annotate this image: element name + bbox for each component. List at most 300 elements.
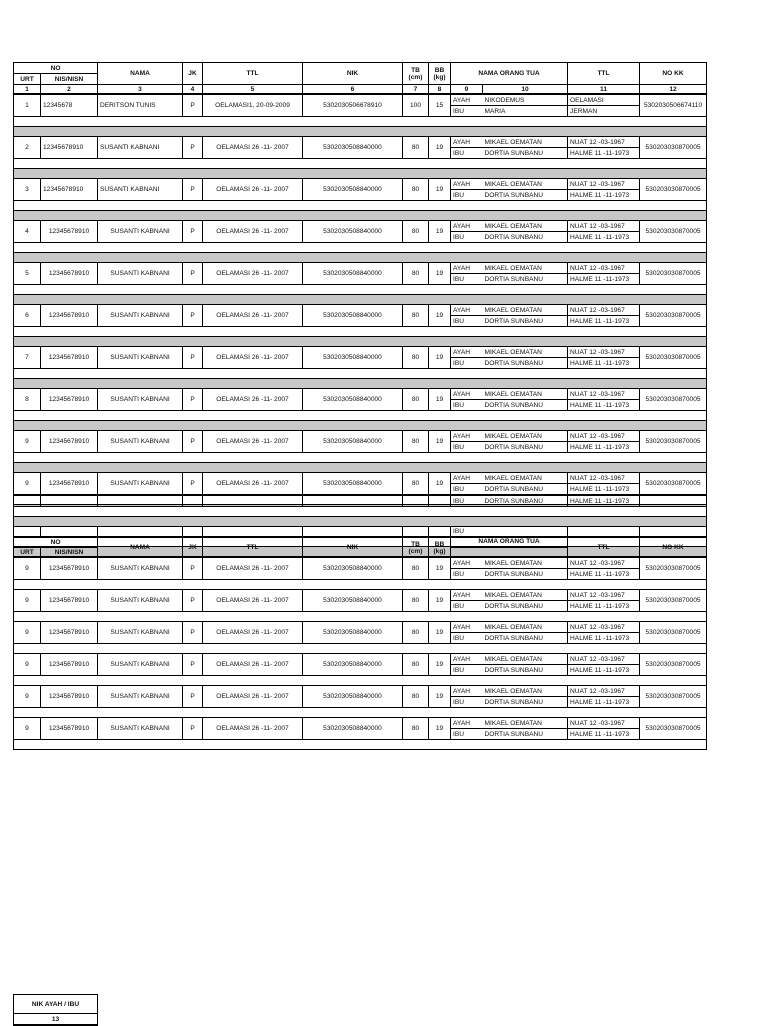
blank-row <box>14 201 707 211</box>
ibu-ttl: HALME 11 -11-1973 <box>568 316 640 327</box>
cell-ttl: OELAMASI 26 -11- 2007 <box>203 654 303 676</box>
ayah-label: AYAH <box>451 686 483 697</box>
blank-row <box>14 369 707 379</box>
ayah-ttl: NUAT 12 -03-1967 <box>568 221 640 232</box>
cell-nis: 12345678910 <box>41 305 98 327</box>
fragment-table <box>13 495 707 527</box>
ibu-label: IBU <box>451 665 483 676</box>
cell-nis: 12345678910 <box>41 558 98 580</box>
cell-nik: 5302030508840000 <box>303 622 403 644</box>
ayah-name: MIKAEL OEMATAN <box>483 654 568 665</box>
cell-bb: 19 <box>429 347 451 369</box>
cell-urt: 7 <box>14 347 41 369</box>
cell-urt: 3 <box>14 179 41 201</box>
ibu-label: IBU <box>451 496 483 507</box>
ibu-name: DORTIA SUNBANU <box>483 601 568 612</box>
cell-tb: 80 <box>403 263 429 285</box>
ibu-label: IBU <box>451 232 483 243</box>
cell-jk: P <box>183 221 203 243</box>
col-nokk: NO KK <box>640 63 707 85</box>
ayah-label: AYAH <box>451 431 483 442</box>
cell-jk: P <box>183 263 203 285</box>
student-row <box>14 389 707 400</box>
ayah-name: MIKAEL OEMATAN <box>483 389 568 400</box>
cell-nama: SUSANTI KABNANI <box>98 558 183 580</box>
cell-tb: 80 <box>403 473 429 495</box>
ibu-ttl: HALME 11 -11-1973 <box>568 358 640 369</box>
ayah-label: AYAH <box>451 347 483 358</box>
col-num: 4 <box>183 85 203 95</box>
cell-jk: P <box>183 590 203 612</box>
cell-nik: 5302030508840000 <box>303 263 403 285</box>
cell-nama: SUSANTI KABNANI <box>98 305 183 327</box>
col-no: NO <box>14 538 98 548</box>
ayah-name: NIKODEMUS <box>483 94 568 106</box>
student-table-page-1 <box>13 62 707 557</box>
cell-ttl: OELAMASI 26 -11- 2007 <box>203 558 303 580</box>
cell-nik: 5302030508840000 <box>303 590 403 612</box>
cell-bb: 19 <box>429 473 451 495</box>
blank-row <box>14 327 707 337</box>
page-1-rows <box>14 94 707 557</box>
ibu-name: MARIA <box>483 106 568 117</box>
student-row <box>14 137 707 148</box>
cell-nokk: 530203030870005 <box>640 622 707 644</box>
ayah-ttl: OELAMASI <box>568 94 640 106</box>
ibu-label: IBU <box>451 484 483 495</box>
cell-nis: 12345678910 <box>41 654 98 676</box>
col-nis: NIS/NISN <box>41 74 98 85</box>
ibu-name: DORTIA SUNBANU <box>483 232 568 243</box>
col-num: 8 <box>429 85 451 95</box>
cell-nik: 5302030508840000 <box>303 431 403 453</box>
ayah-ttl: NUAT 12 -03-1967 <box>568 347 640 358</box>
cell-bb: 19 <box>429 431 451 453</box>
ibu-label: IBU <box>451 148 483 159</box>
cell-urt: 6 <box>14 305 41 327</box>
ibu-name: DORTIA SUNBANU <box>483 316 568 327</box>
ayah-name: MIKAEL OEMATAN <box>483 179 568 190</box>
col-jk: JK <box>183 63 203 85</box>
cell-ttl: OELAMASI 26 -11- 2007 <box>203 718 303 740</box>
cell-nis: 12345678910 <box>41 473 98 495</box>
cell-nama: SUSANTI KABNANI <box>98 473 183 495</box>
ibu-label: IBU <box>451 106 483 117</box>
header-row <box>14 538 707 548</box>
cell-jk: P <box>183 654 203 676</box>
cell-nokk: 530203030870005 <box>640 431 707 453</box>
ibu-ttl: HALME 11 -11-1973 <box>568 442 640 453</box>
cell-ttl: OELAMASI 26 -11- 2007 <box>203 347 303 369</box>
cell-jk: P <box>183 305 203 327</box>
ayah-ttl: NUAT 12 -03-1967 <box>568 686 640 697</box>
cell-nik: 5302030508840000 <box>303 305 403 327</box>
student-row <box>14 431 707 442</box>
cell-nokk: 530203030870005 <box>640 558 707 580</box>
cell-tb: 80 <box>403 686 429 708</box>
cell-nis: 12345678910 <box>41 137 98 159</box>
cell-bb: 19 <box>429 263 451 285</box>
cell-bb: 19 <box>429 389 451 411</box>
col-num: 12 <box>640 85 707 95</box>
cell-urt: 9 <box>14 718 41 740</box>
cell-tb: 80 <box>403 718 429 740</box>
col-orang-tua: NAMA ORANG TUA <box>451 538 568 548</box>
fragment-row <box>14 496 707 507</box>
col-ttl-ortu: TTL <box>568 538 640 558</box>
student-row <box>14 94 707 106</box>
cell-nis: 12345678910 <box>41 263 98 285</box>
ibu-name: DORTIA SUNBANU <box>483 665 568 676</box>
separator-row <box>14 211 707 221</box>
ayah-label: AYAH <box>451 558 483 569</box>
blank-row <box>14 159 707 169</box>
col-urt: URT <box>14 548 41 558</box>
ibu-name: DORTIA SUNBANU <box>483 569 568 580</box>
cell-nokk: 530203030870005 <box>640 221 707 243</box>
cell-nis: 12345678910 <box>41 590 98 612</box>
ibu-name: DORTIA SUNBANU <box>483 148 568 159</box>
cell-nokk: 530203030870005 <box>640 590 707 612</box>
cell-nama: SUSANTI KABNANI <box>98 654 183 676</box>
col-nama: NAMA <box>98 538 183 558</box>
cell-bb: 19 <box>429 558 451 580</box>
cell-jk: P <box>183 686 203 708</box>
ibu-ttl: HALME 11 -11-1973 <box>568 601 640 612</box>
cell-nokk: 530203030870005 <box>640 137 707 159</box>
cell-ttl: OELAMASI1, 20-09-2009 <box>203 94 303 117</box>
cell-tb: 80 <box>403 654 429 676</box>
ayah-label: AYAH <box>451 221 483 232</box>
ibu-label: IBU <box>451 274 483 285</box>
cell-bb: 19 <box>429 221 451 243</box>
column-number-row <box>14 85 707 95</box>
cell-jk: P <box>183 94 203 117</box>
col-num: 13 <box>14 1014 98 1026</box>
ayah-ttl: NUAT 12 -03-1967 <box>568 558 640 569</box>
cell-nis: 12345678910 <box>41 622 98 644</box>
ibu-label: IBU <box>451 601 483 612</box>
ibu-ttl: JERMAN <box>568 106 640 117</box>
cell-urt: 9 <box>14 686 41 708</box>
ayah-name: MIKAEL OEMATAN <box>483 305 568 316</box>
cell-tb: 80 <box>403 221 429 243</box>
separator-row <box>14 517 707 527</box>
col-bb: BB (kg) <box>429 538 451 558</box>
cell-tb: 80 <box>403 305 429 327</box>
ayah-label: AYAH <box>451 590 483 601</box>
cell-bb: 19 <box>429 137 451 159</box>
ayah-label: AYAH <box>451 718 483 729</box>
ibu-ttl: HALME 11 -11-1973 <box>568 274 640 285</box>
cell-nama: SUSANTI KABNANI <box>98 622 183 644</box>
ibu-name: DORTIA SUNBANU <box>483 484 568 495</box>
ibu-label: IBU <box>451 729 483 740</box>
blank-row <box>14 580 707 590</box>
col-num: 11 <box>568 85 640 95</box>
cell-jk: P <box>183 347 203 369</box>
cell-nis: 12345678910 <box>41 347 98 369</box>
col-bb: BB (kg) <box>429 63 451 85</box>
ibu-name <box>483 526 568 537</box>
cell-nama: SUSANTI KABNANI <box>98 179 183 201</box>
blank-row <box>14 612 707 622</box>
cell-nokk: 530203030870005 <box>640 305 707 327</box>
cell-nis: 12345678910 <box>41 431 98 453</box>
ayah-name: MIKAEL OEMATAN <box>483 686 568 697</box>
col-nis: NIS/NISN <box>41 548 98 558</box>
cell-ttl: OELAMASI 26 -11- 2007 <box>203 622 303 644</box>
ibu-ttl: HALME 11 -11-1973 <box>568 569 640 580</box>
student-row <box>14 558 707 569</box>
ayah-label: AYAH <box>451 473 483 484</box>
ibu-name: DORTIA SUNBANU <box>483 496 568 507</box>
blank-row <box>14 740 707 750</box>
cell-nokk: 5302030506674110 <box>640 94 707 117</box>
ayah-name: MIKAEL OEMATAN <box>483 473 568 484</box>
cell-nik: 5302030508840000 <box>303 718 403 740</box>
cell-urt: 9 <box>14 431 41 453</box>
cell-nama: SUSANTI KABNANI <box>98 263 183 285</box>
separator-row <box>14 463 707 473</box>
col-num: 1 <box>14 85 41 95</box>
ayah-name: MIKAEL OEMATAN <box>483 221 568 232</box>
blank-row <box>14 453 707 463</box>
cell-tb: 100 <box>403 94 429 117</box>
ayah-ttl: NUAT 12 -03-1967 <box>568 431 640 442</box>
ayah-label: AYAH <box>451 622 483 633</box>
cell-tb: 80 <box>403 622 429 644</box>
cell-nama: SUSANTI KABNANI <box>98 221 183 243</box>
ibu-ttl: HALME 11 -11-1973 <box>568 496 640 507</box>
ibu-name: DORTIA SUNBANU <box>483 190 568 201</box>
ayah-name: MIKAEL OEMATAN <box>483 622 568 633</box>
ibu-name: DORTIA SUNBANU <box>483 442 568 453</box>
separator-row <box>14 421 707 431</box>
cell-nik: 5302030508840000 <box>303 558 403 580</box>
ayah-ttl: NUAT 12 -03-1967 <box>568 622 640 633</box>
separator-row <box>14 127 707 137</box>
cell-ttl: OELAMASI 26 -11- 2007 <box>203 305 303 327</box>
student-row <box>14 718 707 729</box>
student-row <box>14 686 707 697</box>
blank-row <box>14 644 707 654</box>
page-2-rows <box>14 558 707 750</box>
cell-nis: 12345678910 <box>41 686 98 708</box>
col-nik: NIK <box>303 538 403 558</box>
ibu-name: DORTIA SUNBANU <box>483 729 568 740</box>
ibu-ttl <box>568 526 640 537</box>
ayah-name: MIKAEL OEMATAN <box>483 718 568 729</box>
ibu-ttl: HALME 11 -11-1973 <box>568 729 640 740</box>
cell-urt: 9 <box>14 558 41 580</box>
col-nama: NAMA <box>98 63 183 85</box>
student-row <box>14 347 707 358</box>
col-ttl: TTL <box>203 538 303 558</box>
ayah-label: AYAH <box>451 654 483 665</box>
nik-ayah-ibu-header: NIK AYAH / IBU <box>14 995 98 1014</box>
student-row <box>14 263 707 274</box>
cell-bb: 19 <box>429 622 451 644</box>
cell-bb: 19 <box>429 305 451 327</box>
cell-nama: SUSANTI KABNANI <box>98 590 183 612</box>
ayah-label: AYAH <box>451 389 483 400</box>
ibu-ttl: HALME 11 -11-1973 <box>568 232 640 243</box>
blank-row <box>14 708 707 718</box>
cell-ttl: OELAMASI 26 -11- 2007 <box>203 137 303 159</box>
cell-nik: 5302030508840000 <box>303 686 403 708</box>
ibu-label: IBU <box>451 633 483 644</box>
blank-row <box>14 507 707 517</box>
cell-tb: 80 <box>403 389 429 411</box>
col-num: 5 <box>203 85 303 95</box>
cell-nik: 5302030508840000 <box>303 137 403 159</box>
cell-nokk: 530203030870005 <box>640 263 707 285</box>
cell-nama: SUSANTI KABNANI <box>98 389 183 411</box>
cell-nik: 5302030508840000 <box>303 389 403 411</box>
ibu-label: IBU <box>451 569 483 580</box>
col-jk: JK <box>183 538 203 558</box>
ibu-ttl: HALME 11 -11-1973 <box>568 484 640 495</box>
student-table-page-2 <box>13 537 707 750</box>
cell-ttl: OELAMASI 26 -11- 2007 <box>203 473 303 495</box>
cell-ttl: OELAMASI 26 -11- 2007 <box>203 431 303 453</box>
col-num: 2 <box>41 85 98 95</box>
blank-row <box>14 411 707 421</box>
ayah-ttl: NUAT 12 -03-1967 <box>568 590 640 601</box>
ayah-name: MIKAEL OEMATAN <box>483 137 568 148</box>
cell-nama: SUSANTI KABNANI <box>98 686 183 708</box>
cell-nis: 12345678910 <box>41 718 98 740</box>
separator-row <box>14 253 707 263</box>
cell-urt: 2 <box>14 137 41 159</box>
col-ttl: TTL <box>203 63 303 85</box>
ibu-ttl: HALME 11 -11-1973 <box>568 148 640 159</box>
cell-jk: P <box>183 389 203 411</box>
cell-urt: 9 <box>14 654 41 676</box>
blank-row <box>14 285 707 295</box>
ayah-name: MIKAEL OEMATAN <box>483 347 568 358</box>
cell-jk: P <box>183 431 203 453</box>
col-num: 9 <box>451 85 483 95</box>
ibu-label: IBU <box>451 190 483 201</box>
col-tb: TB (cm) <box>403 538 429 558</box>
ayah-ttl: NUAT 12 -03-1967 <box>568 179 640 190</box>
cell-bb: 19 <box>429 179 451 201</box>
cell-tb: 80 <box>403 347 429 369</box>
ayah-name: MIKAEL OEMATAN <box>483 263 568 274</box>
col-num: 10 <box>483 85 568 95</box>
ayah-ttl: NUAT 12 -03-1967 <box>568 389 640 400</box>
cell-bb: 19 <box>429 686 451 708</box>
ibu-name: DORTIA SUNBANU <box>483 697 568 708</box>
cell-nama: SUSANTI KABNANI <box>98 347 183 369</box>
student-row <box>14 590 707 601</box>
ibu-label: IBU <box>451 697 483 708</box>
student-row <box>14 305 707 316</box>
cell-jk: P <box>183 137 203 159</box>
ayah-name: MIKAEL OEMATAN <box>483 431 568 442</box>
student-row <box>14 179 707 190</box>
cell-nik: 5302030508840000 <box>303 347 403 369</box>
cell-urt: 8 <box>14 389 41 411</box>
cell-bb: 19 <box>429 590 451 612</box>
col-num: 6 <box>303 85 403 95</box>
cell-nama: SUSANTI KABNANI <box>98 718 183 740</box>
cell-nokk: 530203030870005 <box>640 654 707 676</box>
student-row <box>14 622 707 633</box>
cell-urt: 1 <box>14 94 41 117</box>
student-row <box>14 221 707 232</box>
cell-nokk: 530203030870005 <box>640 686 707 708</box>
col-ttl-ortu: TTL <box>568 63 640 85</box>
col-tb: TB (cm) <box>403 63 429 85</box>
col-urt: URT <box>14 74 41 85</box>
separator-row <box>14 169 707 179</box>
cell-nis: 12345678910 <box>41 221 98 243</box>
student-row <box>14 473 707 484</box>
header-row <box>14 63 707 74</box>
col-nokk: NO KK <box>640 538 707 558</box>
separator-row <box>14 337 707 347</box>
cell-urt: 9 <box>14 590 41 612</box>
cell-nik: 5302030508840000 <box>303 473 403 495</box>
col-no: NO <box>14 63 98 74</box>
ibu-label: IBU <box>451 442 483 453</box>
ayah-label: AYAH <box>451 137 483 148</box>
blank-row <box>14 676 707 686</box>
cell-ttl: OELAMASI 26 -11- 2007 <box>203 590 303 612</box>
ayah-ttl: NUAT 12 -03-1967 <box>568 137 640 148</box>
cell-ttl: OELAMASI 26 -11- 2007 <box>203 179 303 201</box>
cell-nokk: 530203030870005 <box>640 347 707 369</box>
cell-tb: 80 <box>403 558 429 580</box>
blank-row <box>14 243 707 253</box>
page-break-fragment <box>0 497 768 527</box>
cell-ttl: OELAMASI 26 -11- 2007 <box>203 389 303 411</box>
ibu-name: DORTIA SUNBANU <box>483 274 568 285</box>
cell-urt: 5 <box>14 263 41 285</box>
cell-nis: 12345678 <box>41 94 98 117</box>
ayah-ttl: NUAT 12 -03-1967 <box>568 263 640 274</box>
cell-jk: P <box>183 718 203 740</box>
cell-nokk: 530203030870005 <box>640 718 707 740</box>
cell-urt: 4 <box>14 221 41 243</box>
cell-tb: 80 <box>403 137 429 159</box>
cell-bb: 15 <box>429 94 451 117</box>
cell-nik: 5302030508840000 <box>303 179 403 201</box>
col-nik: NIK <box>303 63 403 85</box>
col-num: 3 <box>98 85 183 95</box>
ibu-ttl: HALME 11 -11-1973 <box>568 190 640 201</box>
cell-jk: P <box>183 473 203 495</box>
separator-row <box>14 295 707 305</box>
student-row <box>14 654 707 665</box>
ibu-ttl: HALME 11 -11-1973 <box>568 633 640 644</box>
cell-tb: 80 <box>403 590 429 612</box>
ibu-label: IBU <box>451 358 483 369</box>
blank-row <box>14 117 707 127</box>
ibu-name: DORTIA SUNBANU <box>483 633 568 644</box>
ayah-label: AYAH <box>451 94 483 106</box>
cell-ttl: OELAMASI 26 -11- 2007 <box>203 221 303 243</box>
separator-row <box>14 379 707 389</box>
cell-tb: 80 <box>403 431 429 453</box>
cell-nis: 12345678910 <box>41 179 98 201</box>
ayah-ttl: NUAT 12 -03-1967 <box>568 718 640 729</box>
cell-nama: SUSANTI KABNANI <box>98 137 183 159</box>
cell-ttl: OELAMASI 26 -11- 2007 <box>203 686 303 708</box>
